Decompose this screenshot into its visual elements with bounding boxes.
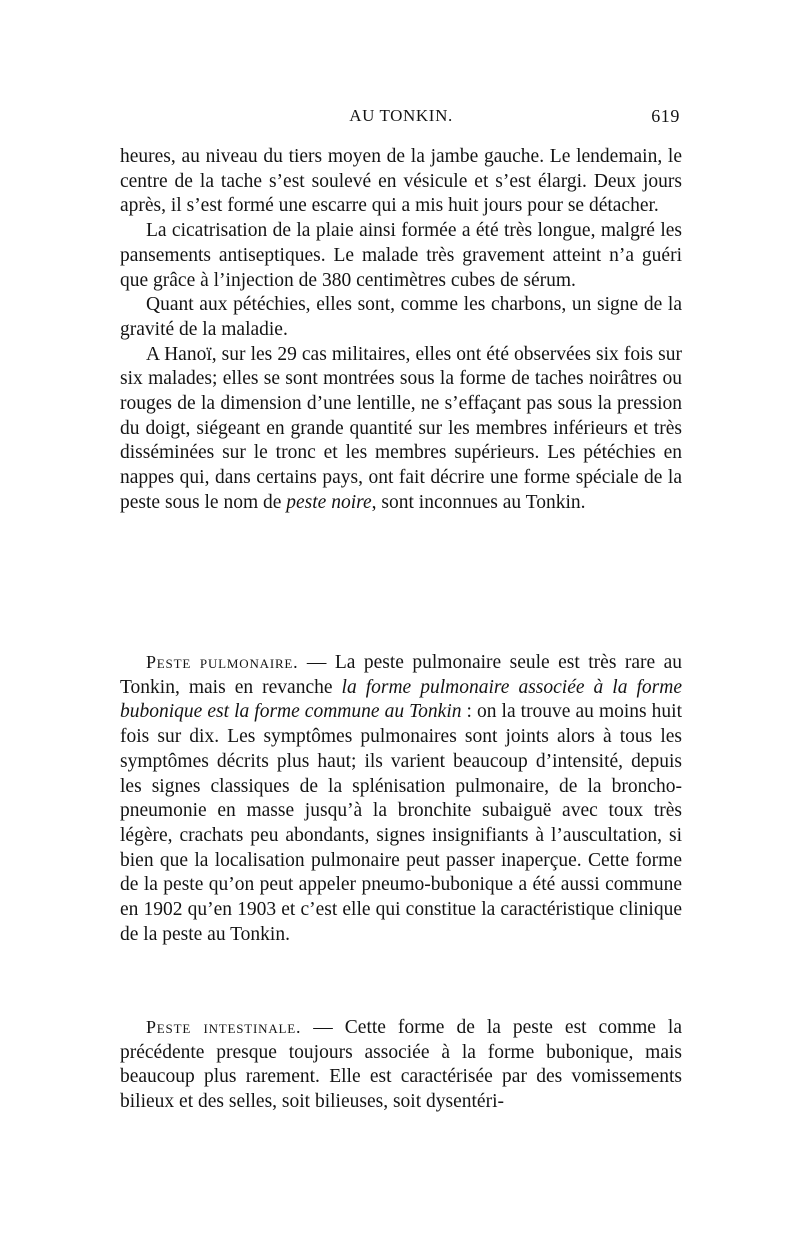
pulmonaire-intro: — La peste pulmonaire seule est très rare au Tonkin, mais en revanche: [120, 652, 683, 698]
page-header: [120, 106, 682, 130]
paragraph-peste-pulmonaire: [120, 650, 682, 947]
paragraph-cicatrisation: La cicatrisation de la plaie ainsi formée a été très longue, malgré les pansements antiseptiques. Le malade très gravement atteint n’a guéri que grâce à l’injection de 380 centimètres cubes de sérum.: [120, 220, 682, 291]
section-peste-pulmonaire: [120, 650, 682, 947]
pulmonaire-text: : on la trouve au moins huit fois sur dix. Les symptômes pulmonaires sont joints alors à tous les symptômes décrits plus haut; ils varient beaucoup d’intensité, depuis les signes classiques de la splénisation pulmonaire, de la broncho-pneumonie en masse jusqu’à la bronchite subaiguë avec toux très légère, crachats peu abondants, signes insignifiants à l’auscultation, si bien que la localisation pulmonaire peut passer inaperçue. Cette forme de la peste qu’on peut appeler pneumo-bubonique a été aussi commune en 1902 qu’en 1903 et c’est elle qui constitue la caractéristique clinique de la peste au Tonkin.: [120, 701, 682, 945]
pulmonaire-italic: la forme pulmonaire associée à la forme bubonique est la forme commune au Tonkin: [120, 676, 682, 723]
section-peste-intestinale: [120, 1015, 682, 1115]
paragraph-peste-intestinale: [120, 1015, 682, 1115]
section-heading-pulmonaire: Peste pulmonaire.: [146, 652, 299, 672]
paragraph-petechies: Quant aux pétéchies, elles sont, comme les charbons, un signe de la gravité de la maladie.: [120, 294, 682, 340]
page-number: 619: [651, 106, 680, 126]
hanoi-text-end: , sont inconnues au Tonkin.: [371, 491, 586, 513]
hanoi-text: A Hanoï, sur les 29 cas militaires, elles ont été observées six fois sur six malades; elles se sont montrées sous la forme de taches noirâtres ou rouges de la dimension d’une lentille, ne s’effaçant pas sous la pression du doigt, siégeant en grande quantité sur les membres inférieurs et très disséminées sur le tronc et les membres supérieurs. Les pétéchies en nappes qui, dans certains pays, ont fait décrire une forme spéciale de la peste sous le nom de: [120, 343, 682, 513]
intestinale-text: — Cette forme de la peste est comme la précédente presque toujours associée à la forme bubonique, mais beaucoup plus rarement. Elle est caractérisée par des vomissements bilieux et des selles, soit bilieuses, soit dysentéri-: [120, 1017, 682, 1113]
section-heading-intestinale: Peste intestinale.: [146, 1017, 302, 1037]
running-title: AU TONKIN.: [349, 106, 453, 125]
paragraph-hanoi: [120, 343, 682, 516]
paragraph-lesion: heures, au niveau du tiers moyen de la jambe gauche. Le lendemain, le centre de la tache s’est soulevé en vésicule et s’est élargi. Deux jours après, il s’est formé une escarre qui a mis huit jours pour se détacher.: [120, 146, 682, 217]
text-block-charbons: [120, 145, 682, 516]
peste-noire-term: peste noire: [286, 491, 372, 513]
